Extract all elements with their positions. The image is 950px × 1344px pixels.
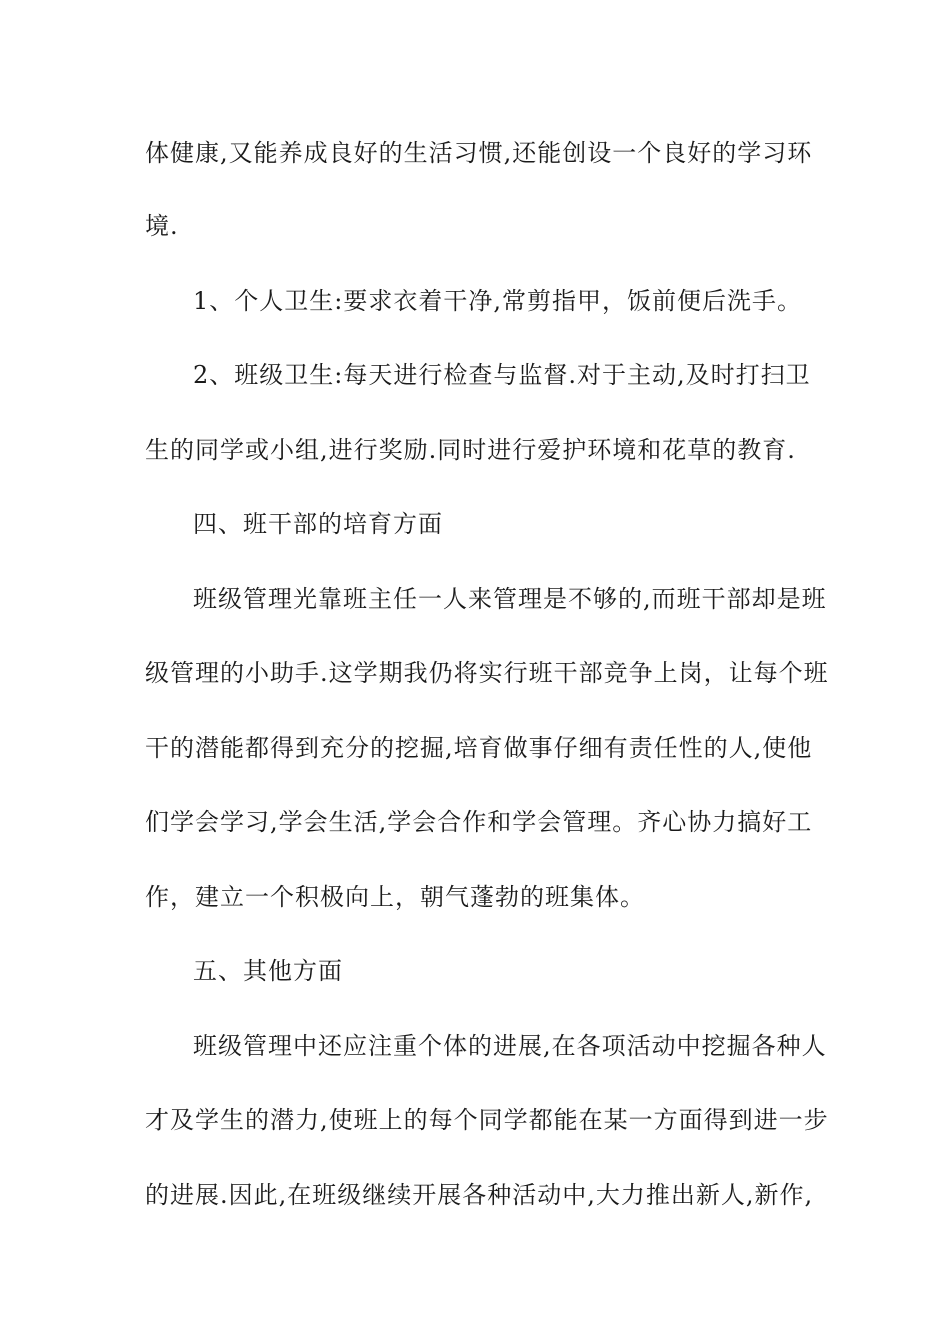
- paragraph-line: 干的潜能都得到充分的挖掘,培育做事仔细有责任性的人,使他: [145, 734, 813, 762]
- paragraph-line: 班级管理光靠班主任一人来管理是不够的,而班干部却是班: [193, 585, 827, 613]
- paragraph-line: 级管理的小助手.这学期我仍将实行班干部竞争上岗，让每个班: [145, 659, 829, 687]
- paragraph-line: 才及学生的潜力,使班上的每个同学都能在某一方面得到进一步: [145, 1106, 829, 1134]
- paragraph-line: 的进展.因此,在班级继续开展各种活动中,大力推出新人,新作,: [145, 1181, 814, 1209]
- paragraph-line: 生的同学或小组,进行奖励.同时进行爱护环境和花草的教育.: [145, 436, 796, 464]
- paragraph-line: 作，建立一个积极向上，朝气蓬勃的班集体。: [145, 883, 645, 911]
- section-heading-class-cadres: 四、班干部的培育方面: [193, 510, 443, 538]
- paragraph-line: 们学会学习,学会生活,学会合作和学会管理。齐心协力搞好工: [145, 808, 813, 836]
- section-heading-other: 五、其他方面: [193, 957, 343, 985]
- paragraph-line: 班级管理中还应注重个体的进展,在各项活动中挖掘各种人: [193, 1032, 827, 1060]
- list-item-class-hygiene: 2、班级卫生:每天进行检查与监督.对于主动,及时打扫卫: [193, 361, 811, 389]
- list-item-personal-hygiene: 1、个人卫生:要求衣着干净,常剪指甲，饭前便后洗手。: [193, 287, 802, 315]
- paragraph-line: 体健康,又能养成良好的生活习惯,还能创设一个良好的学习环: [145, 139, 813, 167]
- paragraph-line: 境.: [145, 212, 179, 240]
